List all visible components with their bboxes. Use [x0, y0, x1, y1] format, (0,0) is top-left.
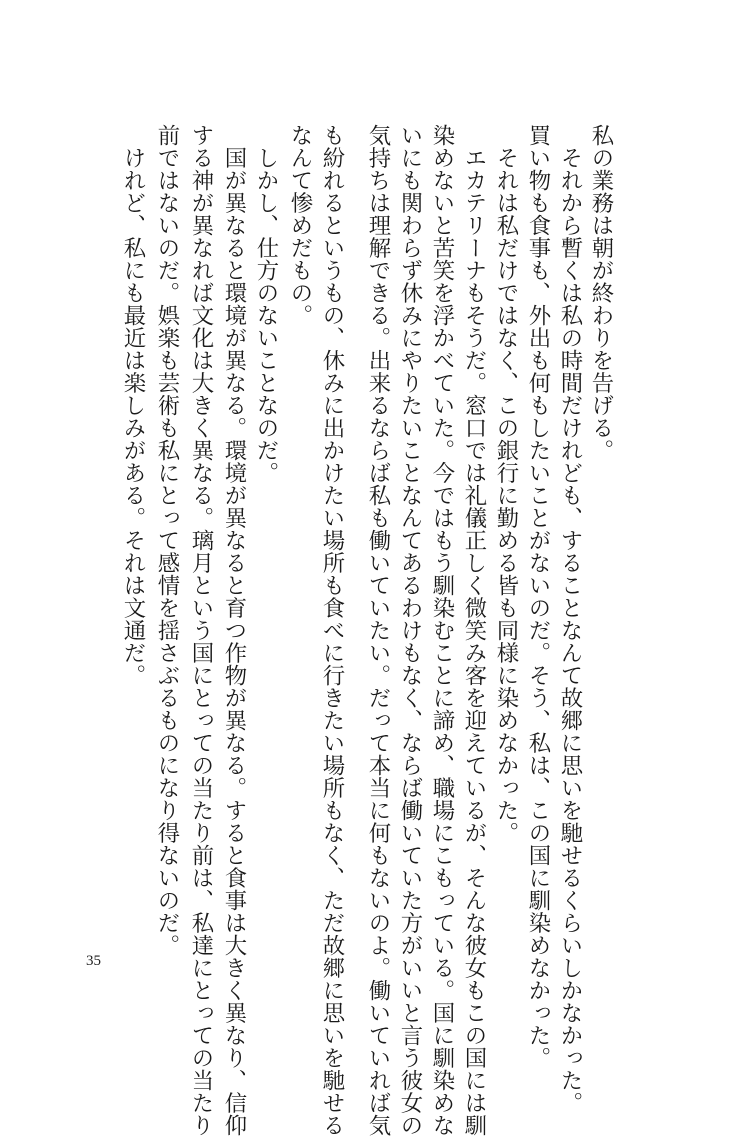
text-column: 前ではないのだ。娯楽も芸術も私にとって感情を揺さぶるものになり得ないのだ。 [154, 124, 180, 957]
text-column: なんて惨めだもの。 [287, 124, 313, 327]
text-column: 染めないと苦笑を浮かべていた。今ではもう馴染むことに諦め、職場にこもっている。国に馴染めな [429, 124, 455, 1137]
page-number: 35 [86, 953, 101, 969]
text-column: しかし、仕方のないことなのだ。 [253, 124, 279, 484]
text-column: 私の業務は朝が終わりを告げる。 [588, 124, 614, 462]
text-column: エカテリーナもそうだ。窓口では礼儀正しく微笑み客を迎えているが、そんな彼女もこの国には馴 [461, 124, 487, 1137]
text-column: いにも関わらず休みにやりたいことなんてあるわけもなく、ならば働いていた方がいいと言う彼女の [397, 124, 423, 1137]
text-column: 気持ちは理解できる。出来るならば私も働いていたい。だって本当に何もないのよ。働いていれば気 [365, 124, 391, 1137]
text-column: する神が異なれば文化は大きく異なる。璃月という国にとっての当たり前は、私達にとっての当たり [188, 124, 214, 1137]
text-column: それから暫くは私の時間だけれども、することなんて故郷に思いを馳せるくらいしかなかった。 [557, 124, 583, 1114]
text-column: それは私だけではなく、この銀行に勤める皆も同様に染めなかった。 [493, 124, 519, 844]
text-column: けれど、私にも最近は楽しみがある。それは文通だ。 [120, 124, 146, 687]
text-column: 国が異なると環境が異なる。環境が異なると育つ作物が異なる。すると食事は大きく異なり、信仰 [221, 124, 247, 1137]
text-column: も紛れるというもの、休みに出かけたい場所も食べに行きたい場所もなく、ただ故郷に思いを馳せる [319, 124, 345, 1137]
text-column: 買い物も食事も、外出も何もしたいことがないのだ。そう、私は、この国に馴染めなかった。 [525, 124, 551, 1069]
